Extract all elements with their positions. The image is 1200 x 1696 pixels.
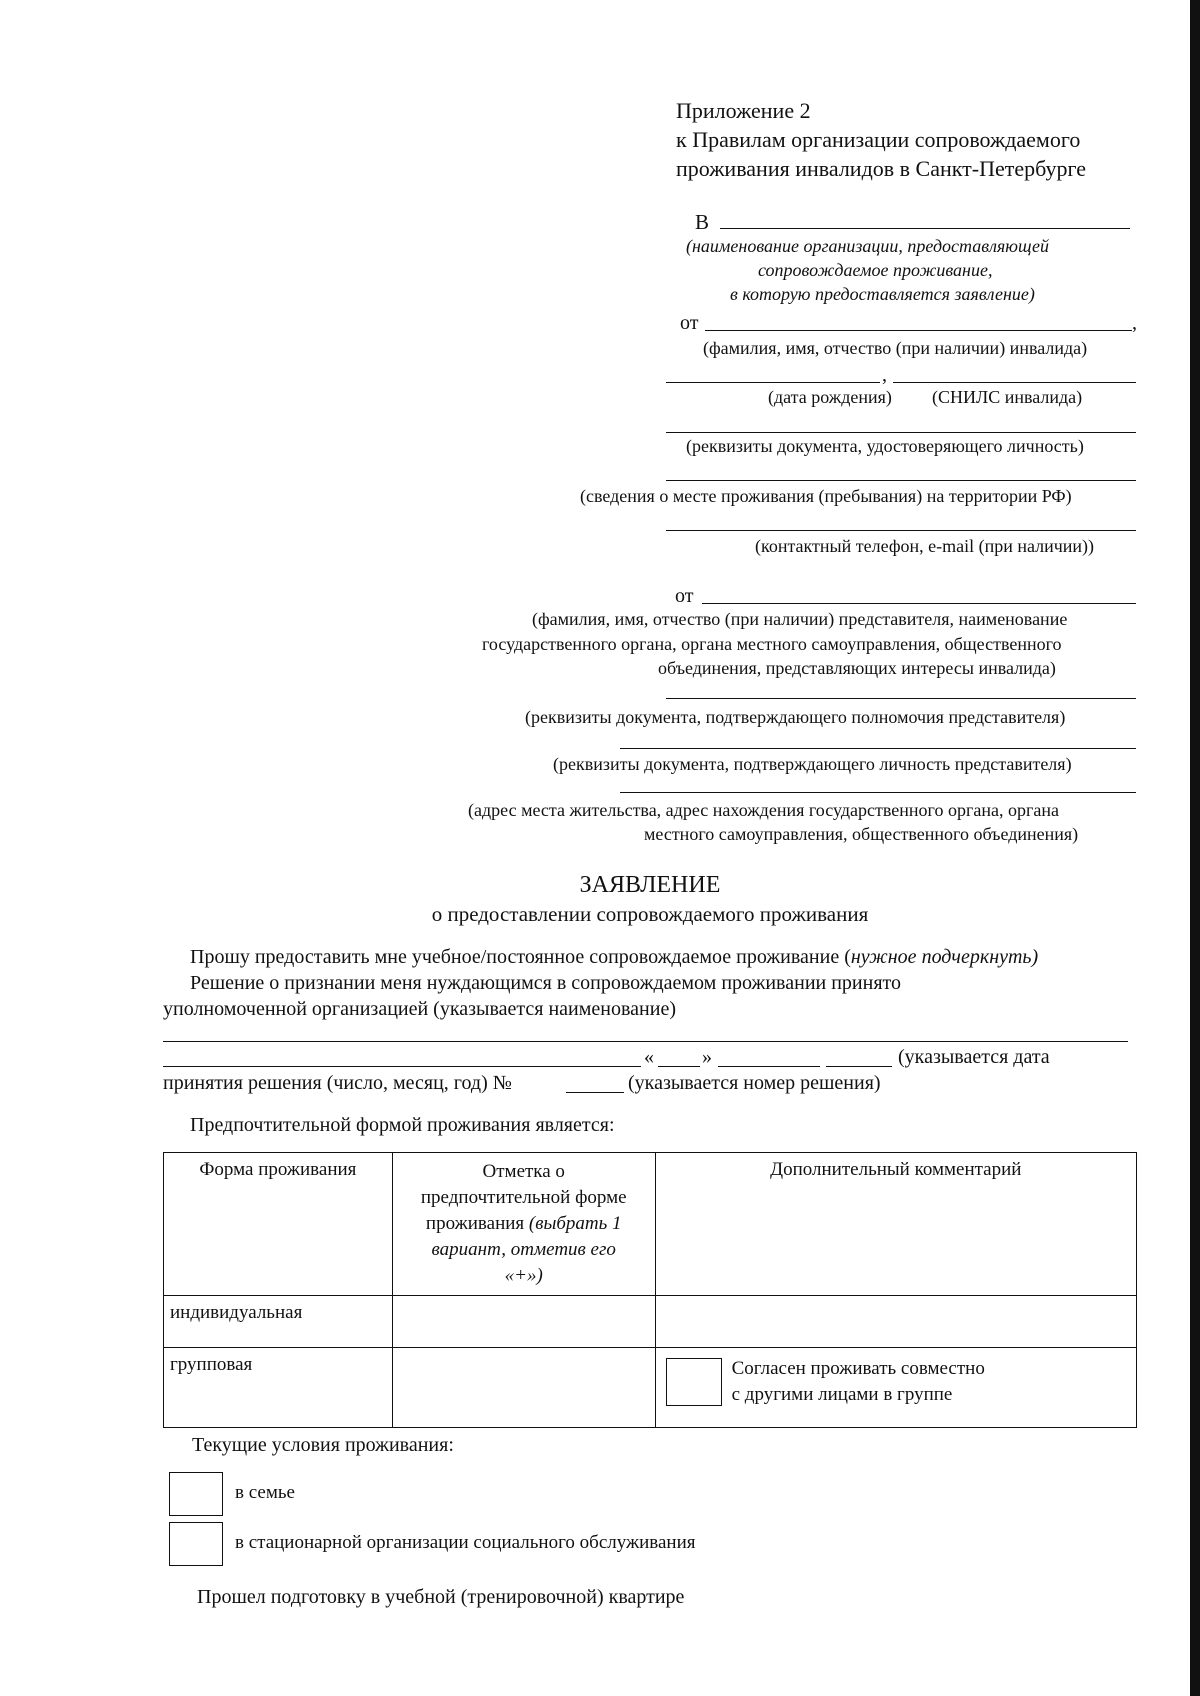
quote-open: « bbox=[644, 1046, 654, 1068]
decision-line-4b: (указывается номер решения) bbox=[628, 1072, 881, 1094]
fio-comma: , bbox=[1132, 312, 1137, 334]
table-header-row bbox=[164, 1153, 1137, 1296]
conditions-title: Текущие условия проживания: bbox=[192, 1434, 454, 1456]
id-doc-hint: (реквизиты документа, удостоверяющего личность) bbox=[686, 436, 1084, 456]
rules-line-2: проживания инвалидов в Санкт-Петербурге bbox=[676, 156, 1086, 181]
birth-hint: (дата рождения) bbox=[768, 387, 892, 407]
rep-hint-2: государственного органа, органа местного самоуправления, общественного bbox=[482, 634, 1062, 654]
birth-date-field[interactable] bbox=[666, 382, 880, 383]
org-hint-2: сопровождаемое проживание, bbox=[758, 260, 993, 280]
family-option: в семье bbox=[235, 1482, 295, 1503]
decision-line-2: уполномоченной организацией (указывается наименование) bbox=[163, 998, 676, 1020]
birth-comma: , bbox=[882, 364, 887, 386]
rep-address-hint-2: местного самоуправления, общественного объединения) bbox=[644, 824, 1079, 844]
residence-field[interactable] bbox=[666, 480, 1136, 481]
quote-close: » bbox=[702, 1046, 712, 1068]
rep-fio-field[interactable] bbox=[702, 603, 1136, 604]
rep-from-label: от bbox=[675, 585, 694, 607]
org-field[interactable] bbox=[720, 228, 1130, 229]
col-form: Форма проживания bbox=[164, 1153, 393, 1296]
from-label: от bbox=[680, 312, 699, 334]
rep-hint-1: (фамилия, имя, отчество (при наличии) представителя, наименование bbox=[532, 609, 1068, 629]
decision-line-1: Решение о признании меня нуждающимся в сопровождаемом проживании принято bbox=[190, 972, 902, 994]
id-doc-field[interactable] bbox=[666, 432, 1136, 433]
decision-year-field[interactable] bbox=[826, 1066, 892, 1067]
date-hint: (указывается дата bbox=[898, 1046, 1050, 1068]
decision-day-field[interactable] bbox=[658, 1066, 700, 1067]
living-form-table bbox=[163, 1152, 1137, 1428]
agree-group-checkbox[interactable] bbox=[666, 1358, 722, 1406]
rep-authority-field[interactable] bbox=[666, 698, 1136, 699]
request-text: Прошу предоставить мне учебное/постоянное сопровождаемое проживание (нужное подчеркнуть) bbox=[190, 946, 1039, 968]
training-text: Прошел подготовку в учебной (тренировочной) квартире bbox=[197, 1586, 685, 1608]
table-row bbox=[164, 1348, 1137, 1428]
rep-hint-3: объединения, представляющих интересы инвалида) bbox=[658, 658, 1056, 678]
org-name-field-2[interactable] bbox=[163, 1066, 641, 1067]
org-hint-3: в которую предоставляется заявление) bbox=[730, 284, 1035, 304]
row-individual-comment[interactable] bbox=[655, 1296, 1136, 1348]
residence-hint: (сведения о месте проживания (пребывания) на территории РФ) bbox=[580, 486, 1072, 506]
institution-checkbox[interactable] bbox=[169, 1522, 223, 1566]
rules-line-1: к Правилам организации сопровождаемого bbox=[676, 127, 1081, 152]
decision-number-field[interactable] bbox=[566, 1092, 624, 1093]
to-label: В bbox=[695, 210, 710, 234]
decision-month-field[interactable] bbox=[718, 1066, 820, 1067]
org-name-field[interactable] bbox=[163, 1041, 1128, 1042]
snils-hint: (СНИЛС инвалида) bbox=[932, 387, 1083, 407]
fio-field[interactable] bbox=[705, 330, 1132, 331]
doc-subtitle: о предоставлении сопровождаемого проживания bbox=[431, 902, 869, 926]
fio-hint: (фамилия, имя, отчество (при наличии) инвалида) bbox=[703, 338, 1088, 358]
row-group-mark[interactable] bbox=[392, 1348, 655, 1428]
row-individual-mark[interactable] bbox=[392, 1296, 655, 1348]
snils-field[interactable] bbox=[893, 382, 1136, 383]
contacts-field[interactable] bbox=[666, 530, 1136, 531]
institution-option: в стационарной организации социального обслуживания bbox=[235, 1532, 696, 1553]
agree-group-text: Согласен проживать совместно с другими лицами в группе bbox=[731, 1358, 985, 1405]
preferred-form: Предпочтительной формой проживания является: bbox=[190, 1114, 615, 1136]
rep-address-hint-1: (адрес места жительства, адрес нахождения государственного органа, органа bbox=[468, 800, 1059, 820]
row-group-comment bbox=[655, 1348, 1136, 1428]
col-mark: Отметка о предпочтительной форме проживания (выбрать 1 вариант, отметив его «+») bbox=[392, 1153, 655, 1296]
rep-address-field[interactable] bbox=[620, 792, 1136, 793]
contacts-hint: (контактный телефон, e-mail (при наличии)) bbox=[755, 536, 1095, 556]
row-group-label: групповая bbox=[164, 1348, 393, 1428]
family-checkbox[interactable] bbox=[169, 1472, 223, 1516]
col-comment: Дополнительный комментарий bbox=[655, 1153, 1136, 1296]
rep-id-field[interactable] bbox=[620, 748, 1136, 749]
appendix-label: Приложение 2 bbox=[676, 98, 811, 123]
org-hint-1: (наименование организации, предоставляющей bbox=[686, 236, 1050, 256]
scan-edge bbox=[1190, 0, 1200, 1696]
doc-title: ЗАЯВЛЕНИЕ bbox=[579, 872, 721, 898]
rep-id-hint: (реквизиты документа, подтверждающего личность представителя) bbox=[553, 754, 1072, 774]
table-row bbox=[164, 1296, 1137, 1348]
rep-authority-hint: (реквизиты документа, подтверждающего полномочия представителя) bbox=[525, 707, 1066, 727]
decision-line-4a: принятия решения (число, месяц, год) № bbox=[163, 1072, 512, 1094]
row-individual-label: индивидуальная bbox=[164, 1296, 393, 1348]
